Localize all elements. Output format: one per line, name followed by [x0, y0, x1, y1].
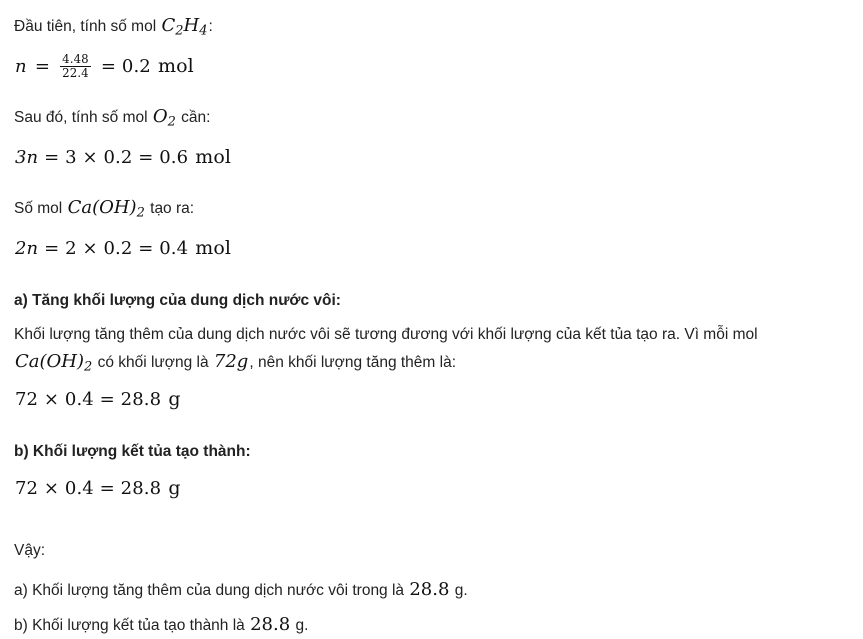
o2-text-prefix: Sau đó, tính số mol — [14, 109, 152, 127]
part-a-text-3: , nên khối lượng tăng thêm là: — [249, 354, 457, 372]
intro-text-suffix: : — [208, 18, 213, 35]
conclusion-b-suffix: g. — [291, 617, 309, 635]
caoh2-equation — [14, 234, 849, 263]
conclusion-block — [14, 539, 849, 639]
conclusion-label: Vậy: — [14, 542, 46, 560]
caoh2-text-line — [14, 194, 849, 224]
formula-ca-oh-2: $Ca(OH)_2$ — [67, 197, 145, 221]
caoh2-text-suffix: tạo ra: — [145, 200, 195, 218]
conclusion-a-value: 28.8 — [409, 579, 450, 601]
part-b-heading: b) Khối lượng kết tủa tạo thành: — [14, 442, 251, 460]
o2-equation — [14, 143, 849, 172]
intro-text-prefix: Đầu tiên, tính số mol — [14, 18, 161, 35]
conclusion-a — [14, 576, 849, 604]
conclusion-b-value: 28.8 — [250, 614, 291, 636]
part-b-expression: 72 × 0.4 = 28.8 — [15, 477, 162, 499]
formula-ca-oh-2-inline: $Ca(OH)_2$ — [15, 351, 93, 375]
part-a-text-2: có khối lượng là — [93, 354, 213, 372]
conclusion-a-prefix: a) Khối lượng tăng thêm của dung dịch nước vôi trong là — [14, 582, 409, 600]
part-a-equation — [14, 385, 849, 414]
caoh2-unit: mol — [195, 236, 232, 259]
conclusion-b — [14, 611, 849, 639]
part-b-unit: g — [168, 476, 181, 499]
fraction-numerator: 4.48 — [62, 51, 89, 66]
part-b-equation — [14, 474, 849, 503]
formula-o2: $O_2$ — [152, 106, 176, 130]
mol-c2h4-unit: mol — [158, 54, 194, 77]
mass-value-72g: 72g — [213, 351, 249, 373]
variable-n: n — [15, 55, 27, 77]
intro-text-line — [14, 12, 849, 42]
mol-c2h4-result: = 0.2 — [100, 55, 151, 77]
part-a-expression: 72 × 0.4 = 28.8 — [15, 388, 162, 410]
caoh2-text-prefix: Số mol — [14, 200, 67, 218]
conclusion-b-prefix: b) Khối lượng kết tủa tạo thành là — [14, 617, 250, 635]
caoh2-expression: 2n = 2 × 0.2 = 0.4 — [15, 237, 189, 259]
part-a-heading: a) Tăng khối lượng của dung dịch nước vôi: — [14, 292, 341, 310]
fraction-volume-over-molar-volume — [60, 53, 91, 80]
o2-unit: mol — [195, 145, 232, 168]
o2-text-line — [14, 103, 849, 133]
o2-expression: 3n = 3 × 0.2 = 0.6 — [15, 146, 189, 168]
mol-c2h4-equation — [14, 52, 849, 81]
part-a-unit: g — [168, 387, 181, 410]
part-a-text-1: Khối lượng tăng thêm của dung dịch nước vôi sẽ tương đương với khối lượng của kết tủa tạo ra. Vì mỗi mol — [14, 326, 758, 344]
part-a-paragraph — [14, 323, 804, 378]
formula-c2h4: $C_2H_4$ — [161, 15, 208, 39]
conclusion-a-suffix: g. — [450, 582, 468, 600]
equals-sign: = — [34, 55, 51, 77]
o2-text-suffix: cần: — [176, 109, 211, 127]
fraction-denominator: 22.4 — [62, 65, 89, 80]
